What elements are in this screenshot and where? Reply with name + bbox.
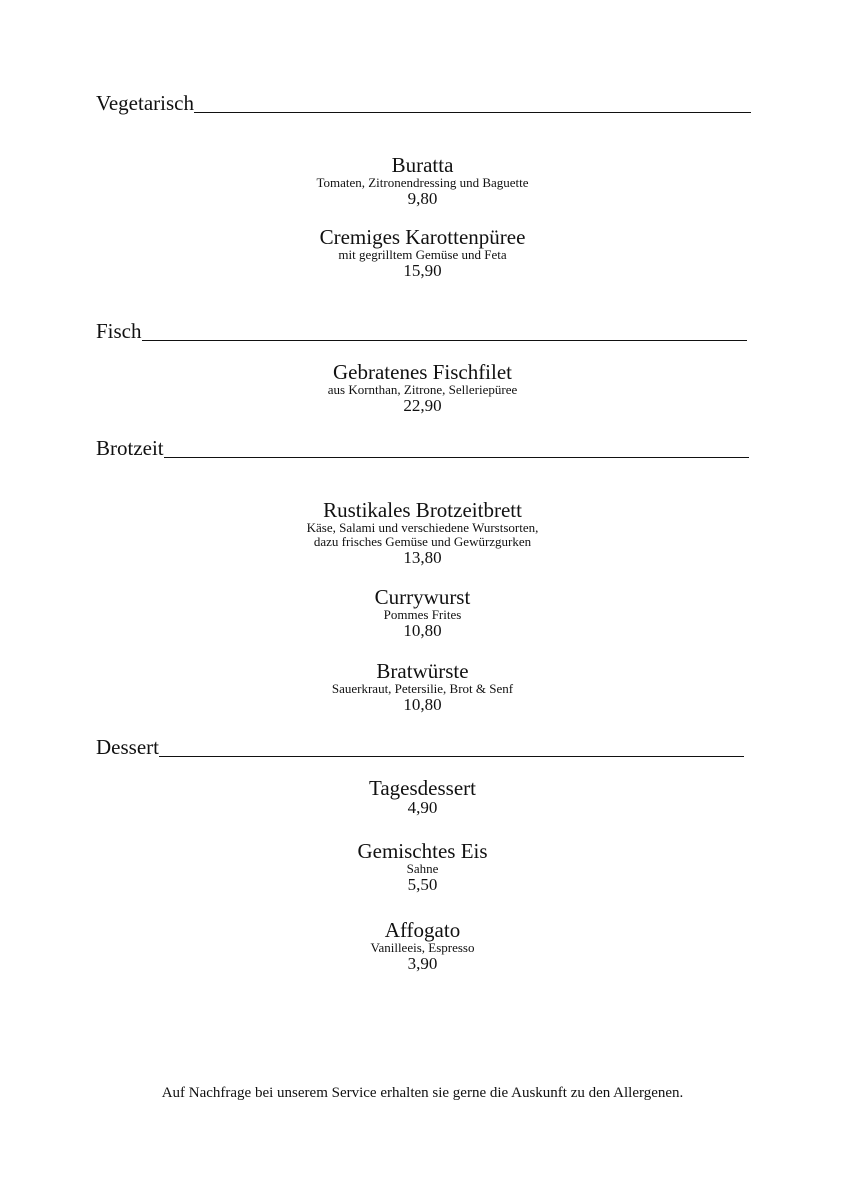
item-description: Käse, Salami und verschiedene Wurstsorten, — [306, 520, 539, 535]
item-name: Rustikales Brotzeitbrett — [323, 498, 522, 522]
section-title: Dessert — [96, 735, 159, 759]
item-price: 9,80 — [407, 189, 438, 208]
item-price: 10,80 — [403, 695, 442, 714]
item-price: 5,50 — [407, 875, 438, 894]
item-description: Sauerkraut, Petersilie, Brot & Senf — [331, 681, 514, 696]
item-name: Buratta — [391, 153, 454, 177]
section-title: Vegetarisch — [96, 91, 194, 115]
menu-item-karottenpueree — [0, 227, 845, 279]
item-description: dazu frisches Gemüse und Gewürzgurken — [313, 534, 532, 549]
item-description: Sahne — [406, 861, 439, 876]
item-price: 22,90 — [403, 396, 442, 415]
menu-item-affogato — [0, 920, 845, 972]
menu-item-currywurst — [0, 587, 845, 639]
item-name: Currywurst — [374, 585, 471, 609]
item-name: Bratwürste — [376, 659, 469, 683]
section-header-dessert — [96, 732, 744, 758]
menu-item-brotzeitbrett — [0, 500, 845, 566]
section-divider — [159, 756, 744, 757]
menu-item-bratwuerste — [0, 661, 845, 713]
section-divider — [194, 112, 751, 113]
item-name: Gebratenes Fischfilet — [332, 360, 513, 384]
item-price: 10,80 — [403, 621, 442, 640]
item-price: 4,90 — [407, 798, 438, 817]
allergen-notice: Auf Nachfrage bei unserem Service erhalten sie gerne die Auskunft zu den Allergenen. — [161, 1085, 684, 1101]
item-price: 15,90 — [403, 261, 442, 280]
section-header-brotzeit — [96, 433, 749, 459]
item-name: Tagesdessert — [369, 776, 476, 800]
section-divider — [142, 340, 747, 341]
section-title: Brotzeit — [96, 436, 164, 460]
section-divider — [164, 457, 749, 458]
item-price: 13,80 — [403, 548, 442, 567]
item-name: Cremiges Karottenpüree — [319, 225, 526, 249]
section-title: Fisch — [96, 319, 142, 343]
item-description: aus Kornthan, Zitrone, Selleriepüree — [327, 382, 518, 397]
menu-item-fischfilet — [0, 362, 845, 414]
menu-item-gemischtes-eis — [0, 841, 845, 893]
item-description: Tomaten, Zitronendressing und Baguette — [316, 175, 529, 190]
item-name: Gemischtes Eis — [357, 839, 488, 863]
item-name: Affogato — [384, 918, 461, 942]
section-header-fisch — [96, 316, 747, 342]
menu-item-buratta — [0, 155, 845, 207]
item-description: Pommes Frites — [383, 607, 462, 622]
item-price: 3,90 — [407, 954, 438, 973]
item-description: mit gegrilltem Gemüse und Feta — [338, 247, 507, 262]
menu-item-tagesdessert — [0, 778, 845, 816]
section-header-vegetarisch — [96, 88, 751, 114]
item-description: Vanilleeis, Espresso — [370, 940, 475, 955]
